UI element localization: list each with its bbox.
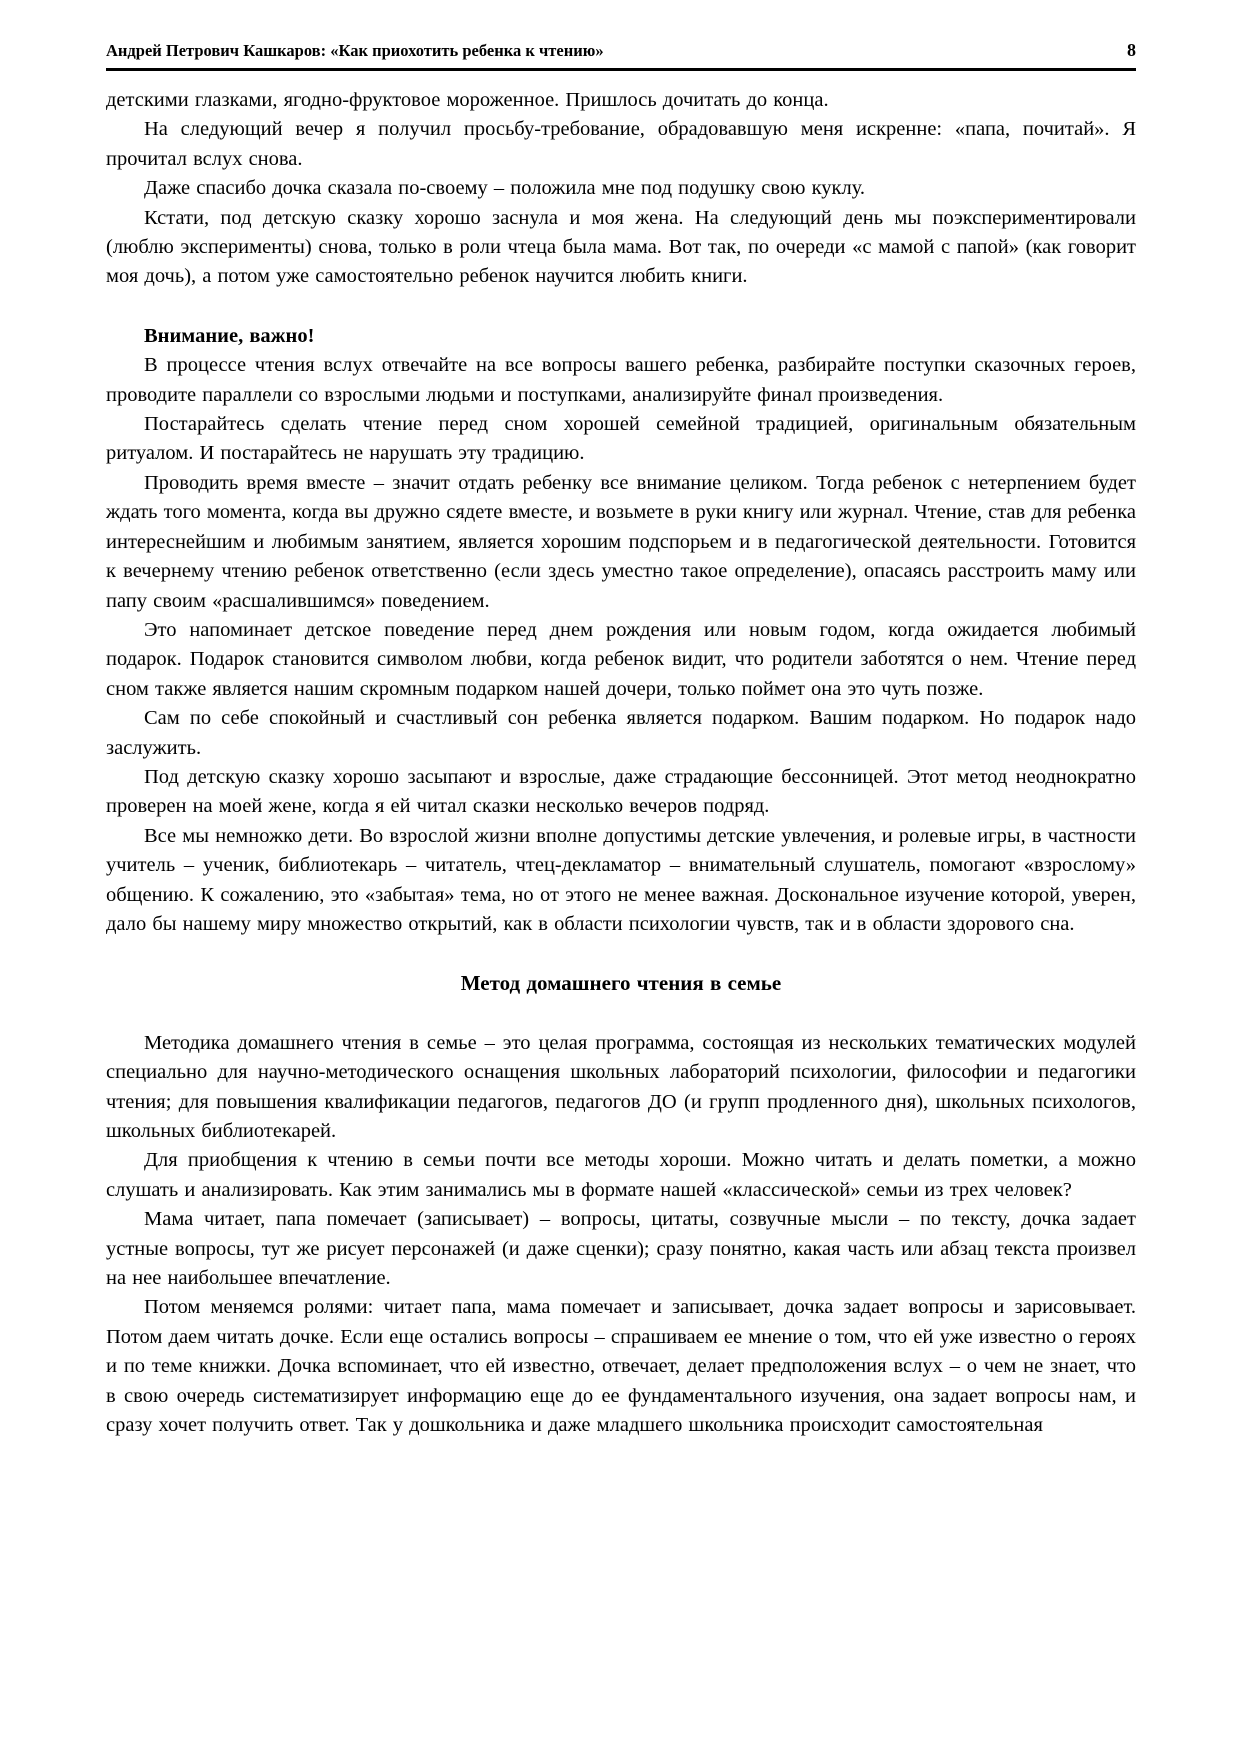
header-rule — [106, 68, 1136, 71]
page-header — [106, 40, 1136, 61]
paragraph: Все мы немножко дети. Во взрослой жизни вполне допустимы детские увлечения, и ролевые игры, в частности учитель – ученик, библиотекарь – читатель, чтец-декламатор – внимательный слушатель, помогают «взрослому» общению. К сожалению, это «забытая» тема, но от этого не менее важная. Доскональное изучение которой, уверен, дало бы нашему миру множество открытий, как в области психологии чувств, так и в области здорового сна. — [106, 824, 1136, 935]
paragraph: На следующий вечер я получил просьбу-требование, обрадовавшую меня искренне: «папа, почитай». Я прочитал вслух снова. — [106, 118, 1136, 170]
paragraph: Мама читает, папа помечает (записывает) – вопросы, цитаты, созвучные мысли – по тексту, дочка задает устные вопросы, тут же рисует персонажей (и даже сценки); сразу понятно, какая часть или абзац текста произвел на нее наибольшее впечатление. — [106, 1208, 1136, 1290]
page-body — [106, 86, 1136, 1440]
page-number: 8 — [1127, 40, 1136, 60]
paragraph: Методика домашнего чтения в семье – это целая программа, состоящая из нескольких тематических модулей специально для научно-методического оснащения школьных лабораторий психологии, философии и педагогики чтения; для повышения квалификации педагогов, педагогов ДО (и групп продленного дня), школьных психологов, школьных библиотекарей. — [106, 1031, 1136, 1142]
paragraph: Сам по себе спокойный и счастливый сон ребенка является подарком. Вашим подарком. Но подарок надо заслужить. — [106, 707, 1136, 759]
section-heading: Метод домашнего чтения в семье — [460, 971, 782, 996]
paragraph: Для приобщения к чтению в семьи почти все методы хороши. Можно читать и делать пометки, а можно слушать и анализировать. Как этим занимались мы в формате нашей «классической» семьи из трех человек? — [106, 1149, 1136, 1201]
paragraph: Это напоминает детское поведение перед днем рождения или новым годом, когда ожидается любимый подарок. Подарок становится символом любви, когда ребенок видит, что родители заботятся о нем. Чтение перед сном также является нашим скромным подарком нашей дочери, только поймет она это чуть позже. — [106, 618, 1136, 700]
paragraph: детскими глазками, ягодно-фруктовое мороженное. Пришлось дочитать до конца. — [106, 89, 829, 111]
paragraph: В процессе чтения вслух отвечайте на все вопросы вашего ребенка, разбирайте поступки сказочных героев, проводите параллели со взрослыми людьми и поступками, анализируйте финал произведения. — [106, 354, 1136, 406]
paragraph: Кстати, под детскую сказку хорошо заснула и моя жена. На следующий день мы поэкспериментировали (люблю эксперименты) снова, только в роли чтеца была мама. Вот так, по очереди «с мамой с папой» (как говорит моя дочь), а потом уже самостоятельно ребенок научится любить книги. — [106, 206, 1136, 288]
paragraph: Даже спасибо дочка сказала по-своему – положила мне под подушку свою куклу. — [144, 177, 866, 200]
paragraph: Проводить время вместе – значит отдать ребенку все внимание целиком. Тогда ребенок с нетерпением будет ждать того момента, когда вы дружно сядете вместе, и возьмете в руки книгу или журнал. Чтение, став для ребенка интереснейшим и любимым занятием, является хорошим подспорьем и в педагогической деятельности. Готовится к вечернему чтению ребенок ответственно (если здесь уместно такое определение), опасаясь расстроить маму или папу своим «расшалившимся» поведением. — [106, 471, 1136, 612]
paragraph: Под детскую сказку хорошо засыпают и взрослые, даже страдающие бессонницей. Этот метод неоднократно проверен на моей жене, когда я ей читал сказки несколько вечеров подряд. — [106, 765, 1136, 818]
paragraph: Потом меняемся ролями: читает папа, мама помечает и записывает, дочка задает вопросы и зарисовывает. Потом даем читать дочке. Если еще остались вопросы – спрашиваем ее мнение о том, что ей уже известно о героях и по теме книжки. Дочка вспоминает, что ей известно, отвечает, делает предположения вслух – о чем не знает, что в свою очередь систематизирует информацию еще до ее фундаментального изучения, она задает вопросы нам, и сразу хочет получить ответ. Так у дошкольника и даже младшего школьника происходит самостоятельная — [106, 1296, 1136, 1437]
running-header-title: Андрей Петрович Кашкаров: «Как приохотить ребенка к чтению» — [106, 41, 604, 60]
paragraph: Постарайтесь сделать чтение перед сном хорошей семейной традицией, оригинальным обязательным ритуалом. И постарайтесь не нарушать эту традицию. — [106, 413, 1136, 465]
subheading: Внимание, важно! — [144, 324, 315, 347]
